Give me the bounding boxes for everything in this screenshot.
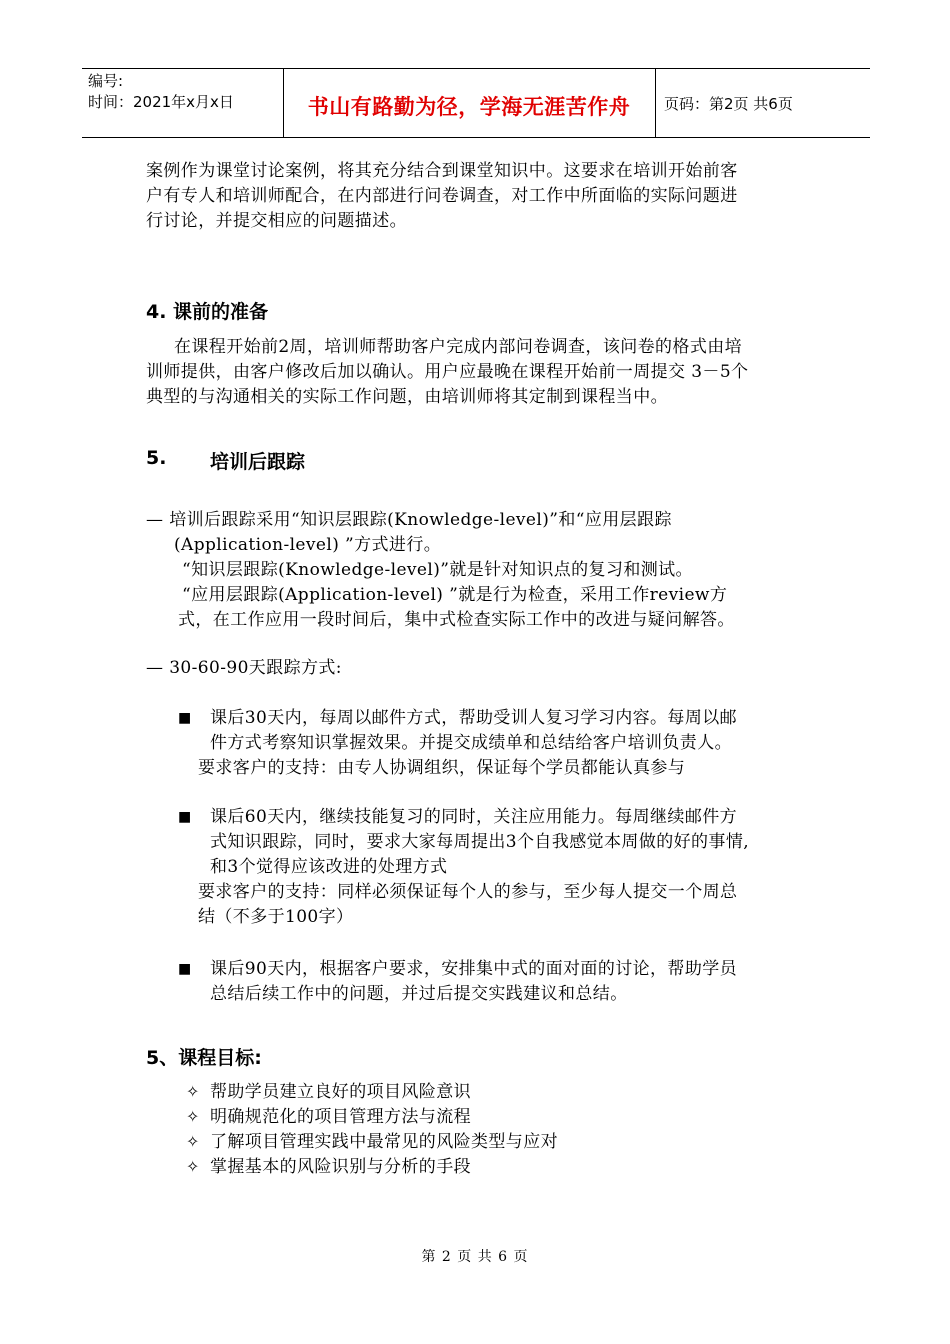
- intro-line: 案例作为课堂讨论案例，将其充分结合到课堂知识中。这要求在培训开始前客: [146, 161, 738, 181]
- tracking-line: “知识层跟踪(Knowledge-level)”就是针对知识点的复习和测试。: [182, 560, 693, 580]
- square-bullet-icon: ■: [178, 710, 192, 726]
- square-bullet-icon: ■: [178, 809, 192, 825]
- diamond-bullet-icon: ✧: [186, 1107, 200, 1126]
- header-meta: [88, 71, 278, 113]
- item-60-line: 式知识跟踪，同时，要求大家每周提出3个自我感觉本周做的好的事情,: [210, 832, 750, 852]
- page-header: [82, 68, 870, 138]
- item-60-line: 要求客户的支持：同样必须保证每个人的参与，至少每人提交一个周总: [198, 882, 738, 902]
- goals-heading: 5、课程目标:: [146, 1047, 262, 1069]
- section-5-number: 5.: [146, 447, 167, 469]
- item-60-line: 和3个觉得应该改进的处理方式: [210, 857, 448, 877]
- item-30-line: 件方式考察知识掌握效果。并提交成绩单和总结给客户培训负责人。: [210, 733, 732, 753]
- intro-line: 户有专人和培训师配合，在内部进行问卷调查，对工作中所面临的实际问题进: [146, 186, 738, 206]
- goal-item: 帮助学员建立良好的项目风险意识: [210, 1082, 471, 1102]
- item-30-line: 课后30天内，每周以邮件方式，帮助受训人复习学习内容。每周以邮: [210, 708, 738, 728]
- diamond-bullet-icon: ✧: [186, 1132, 200, 1151]
- diamond-bullet-icon: ✧: [186, 1082, 200, 1101]
- section-4-line: 在课程开始前2周，培训师帮助客户完成内部问卷调查，该问卷的格式由培: [174, 337, 743, 357]
- tracking-line: “应用层跟踪(Application-level) ”就是行为检查，采用工作review方: [182, 585, 728, 605]
- item-60-line: 课后60天内，继续技能复习的同时，关注应用能力。每周继续邮件方: [210, 807, 738, 827]
- document-date: 时间：2021年x月x日: [88, 93, 234, 111]
- tracking-line: (Application-level) ”方式进行。: [174, 535, 442, 555]
- section-4-line: 典型的与沟通相关的实际工作问题，由培训师将其定制到课程当中。: [146, 387, 668, 407]
- item-30-line: 要求客户的支持：由专人协调组织，保证每个学员都能认真参与: [198, 758, 686, 778]
- tracking-line: 式，在工作应用一段时间后，集中式检查实际工作中的改进与疑问解答。: [178, 610, 735, 630]
- document-number: 编号:: [88, 72, 124, 90]
- square-bullet-icon: ■: [178, 961, 192, 977]
- header-divider: [655, 69, 656, 137]
- item-90-line: 课后90天内，根据客户要求，安排集中式的面对面的讨论，帮助学员: [210, 959, 738, 979]
- section-4-line: 训师提供，由客户修改后加以确认。用户应最晚在课程开始前一周提交 3－5个: [146, 362, 749, 382]
- item-90-line: 总结后续工作中的问题，并过后提交实践建议和总结。: [210, 984, 628, 1004]
- goal-item: 明确规范化的项目管理方法与流程: [210, 1107, 471, 1127]
- goal-item: 了解项目管理实践中最常见的风险类型与应对: [210, 1132, 558, 1152]
- diamond-bullet-icon: ✧: [186, 1157, 200, 1176]
- item-60-line: 结（不多于100字）: [198, 907, 354, 927]
- goal-item: 掌握基本的风险识别与分析的手段: [210, 1157, 471, 1177]
- header-page-number: 页码：第2页 共6页: [664, 95, 793, 113]
- section-5-heading: 培训后跟踪: [210, 451, 306, 473]
- header-motto: 书山有路勤为径，学海无涯苦作舟: [307, 95, 631, 119]
- schedule-title: — 30-60-90天跟踪方式:: [146, 658, 342, 678]
- section-4-heading: 4. 课前的准备: [146, 301, 269, 323]
- page-footer: 第 2 页 共 6 页: [421, 1249, 529, 1265]
- tracking-line: — 培训后跟踪采用“知识层跟踪(Knowledge-level)”和“应用层跟踪: [146, 510, 672, 530]
- intro-line: 行讨论，并提交相应的问题描述。: [146, 211, 407, 231]
